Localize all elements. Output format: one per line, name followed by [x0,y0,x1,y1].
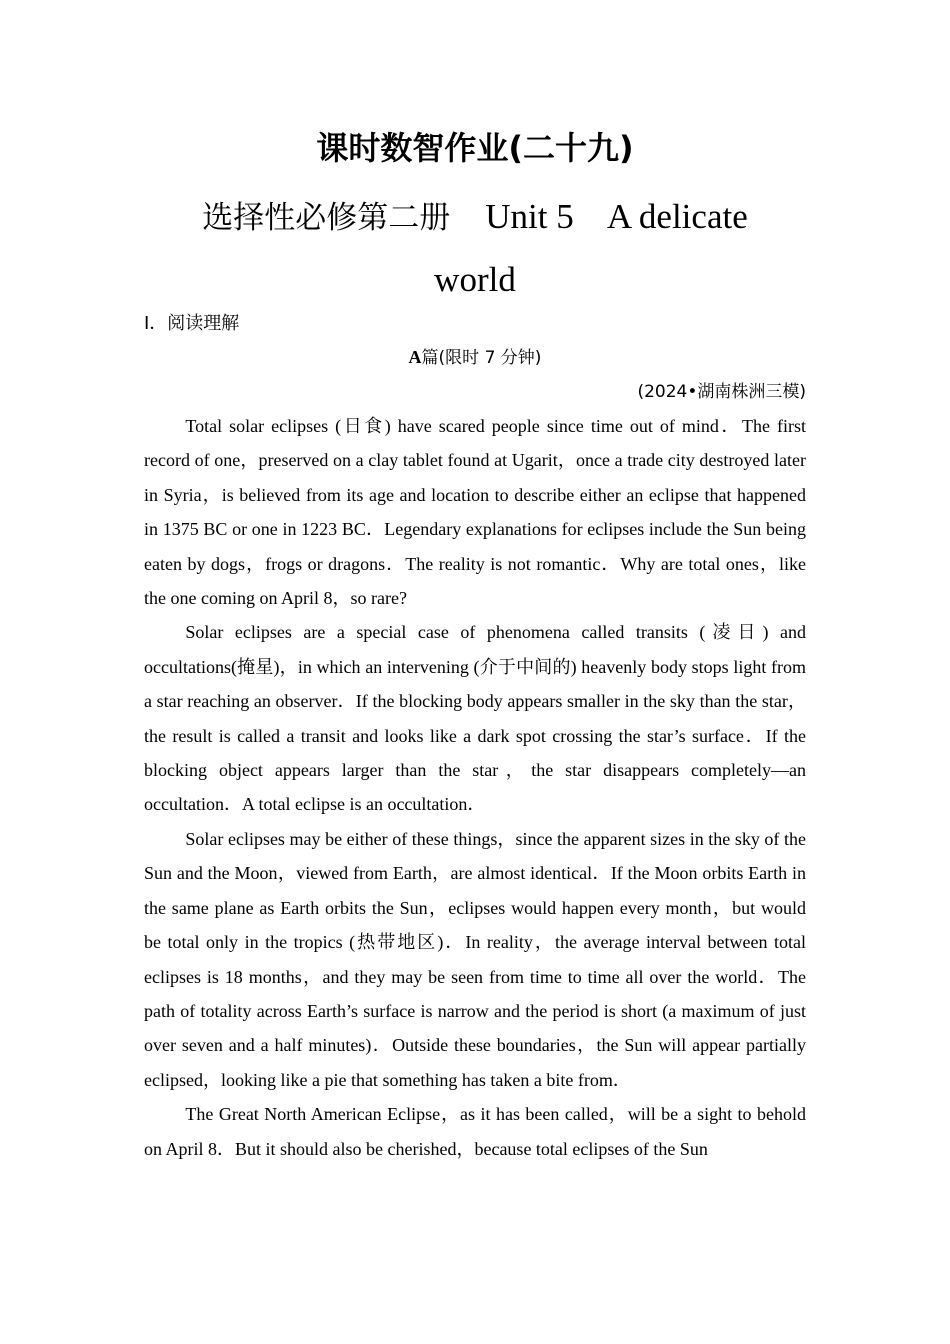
passage-letter: A [408,347,422,367]
passage-title [0,345,950,370]
passage-body [144,409,806,1166]
subtitle-unit: Unit 5 [485,197,574,236]
passage-time-limit: 篇(限时 7 分钟) [421,348,542,368]
subtitle-book: 选择性必修第二册 [202,200,451,236]
paragraph: Solar eclipses are a special case of phenomena called transits (凌日) and occultations(掩星)，in which an intervening (介于中间的) heavenly body stops light from a star reaching an observer．If the blocking body appears smaller in the sky than the star，the result is called a transit and looks like a dark spot crossing the star’s surface．If the blocking object appears larger than the star，the star disappears completely—an occultation．A total eclipse is an occultation． [144,622,806,815]
paragraph: The Great North American Eclipse，as it has been called，will be a sight to behold on April 8．But it should also be cherished，because total eclipses of the Sun [144,1104,806,1159]
paragraph: Solar eclipses may be either of these things，since the apparent sizes in the sky of the Sun and the Moon，viewed from Earth，are almost identical．If the Moon orbits Earth in the same plane as Earth orbits the Sun，eclipses would happen every month，but would be total only in the tropics (热带地区)．In reality，the average interval between total eclipses is 18 months，and they may be seen from time to time all over the world．The path of totality across Earth’s surface is narrow and the period is short (a maximum of just over seven and a half minutes)．Outside these boundaries，the Sun will appear partially eclipsed，looking like a pie that something has taken a bite from． [144,828,806,1090]
section-heading: Ⅰ．阅读理解 [144,313,240,334]
source-text: (2024•湖南株洲三模) [637,382,806,402]
paragraph: Total solar eclipses (日食) have scared people since time out of mind．The first record of one，preserved on a clay tablet found at Ugarit，once a trade city destroyed later in Syria，is believed from its age and location to describe either an eclipse that happened in 1375 BC or one in 1223 BC．Legendary explanations for eclipses include the Sun being eaten by dogs，frogs or dragons．The reality is not romantic．Why are total ones，like the one coming on April 8，so rare? [144,416,806,609]
page-subtitle [160,186,790,311]
subtitle-topic-line2: world [434,260,516,299]
passage-source [637,379,806,404]
page-title: 课时数智作业(二十九) [316,129,634,167]
subtitle-topic-line1: A delicate [606,197,748,236]
